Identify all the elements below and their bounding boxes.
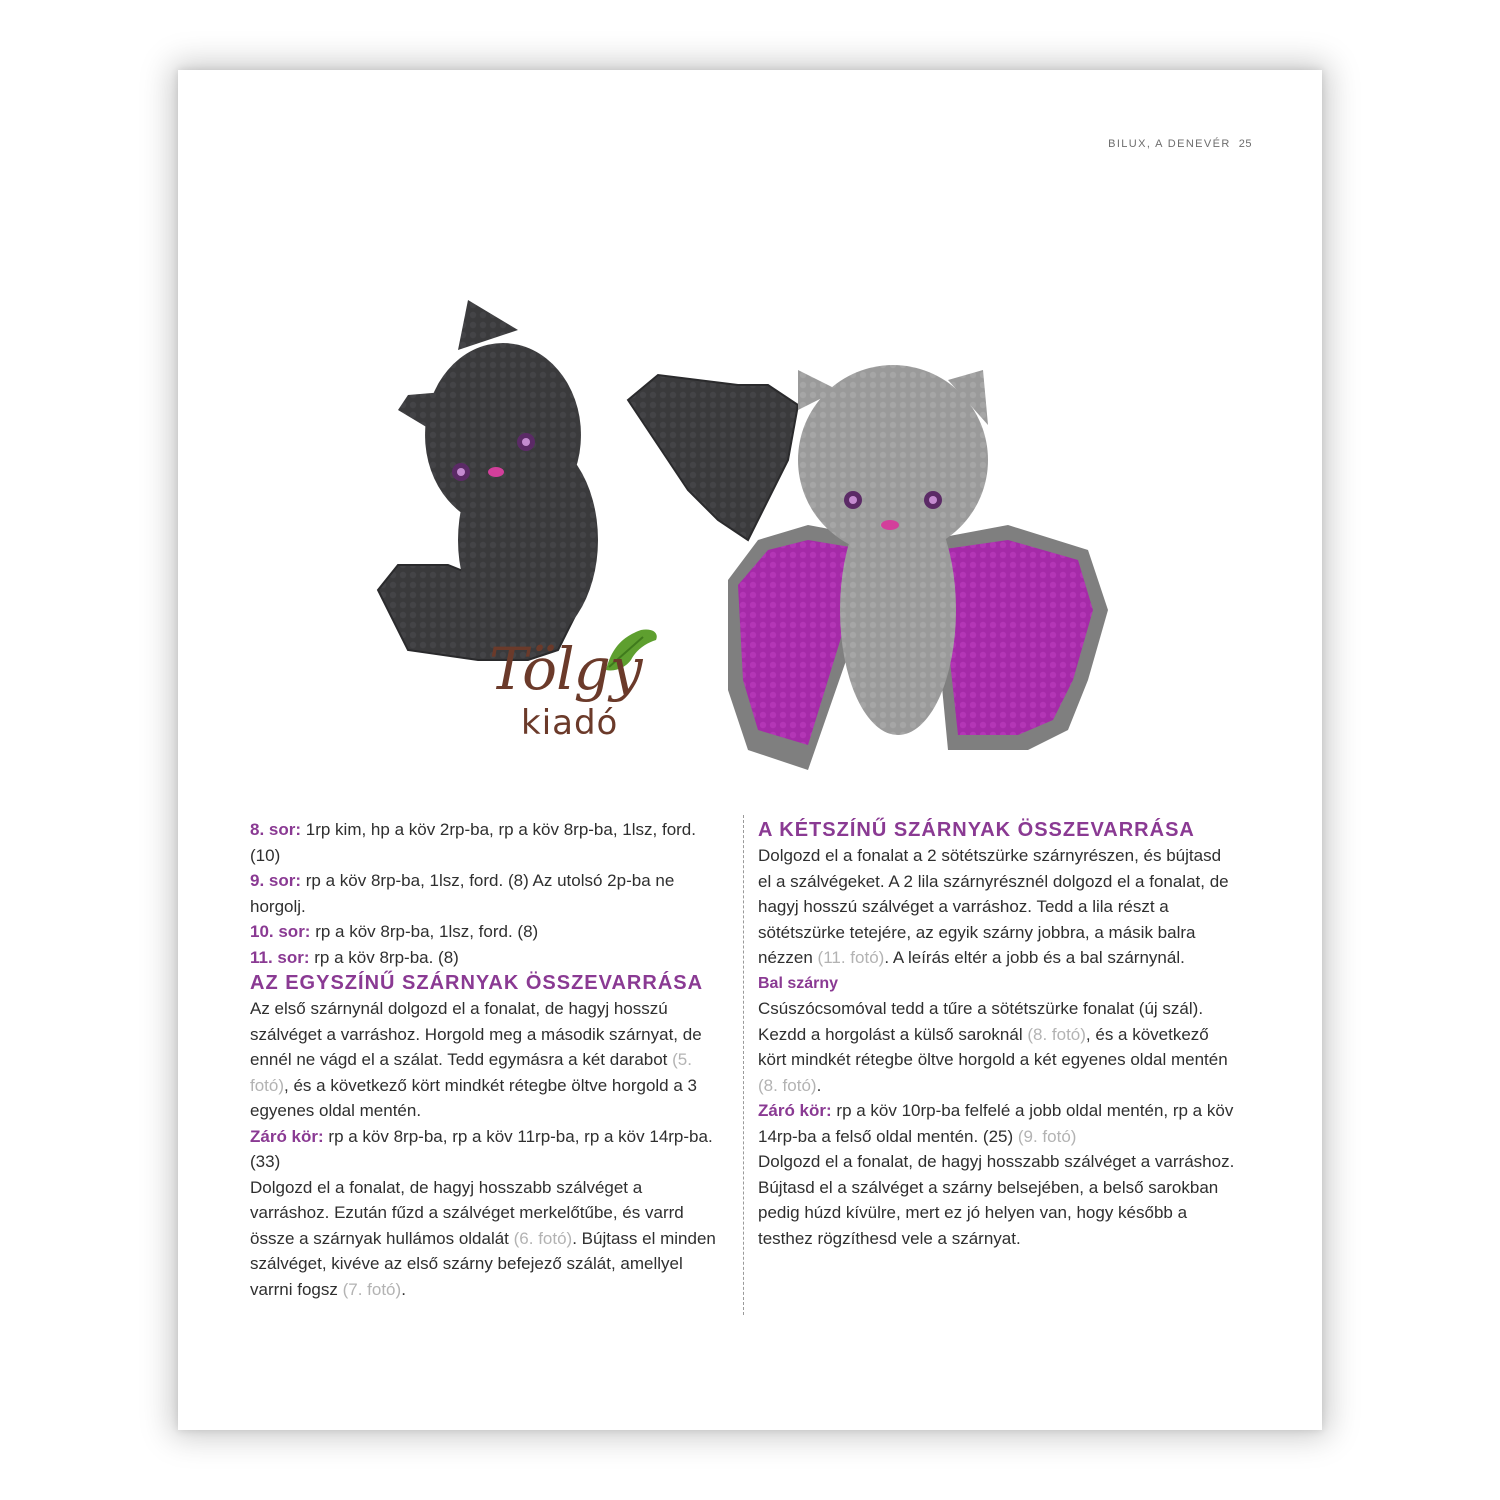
book-page [178,70,1322,1430]
text: Dolgozd el a fonalat a 2 sötétszürke szárnyrészen, és bújtasd el a szálvégeket. A 2 lila szárnyrésznél dolgozd el a fonalat, de hagyj hosszú szálvéget a varráshoz. Tedd a lila részt a sötétszürke tetejére, az egyik szárny jobbra, a másik balra nézzen [758,846,1229,967]
paragraph [250,1175,720,1303]
row-10 [250,919,720,945]
photo-reference: (11. fotó) [817,948,885,967]
row-label: 9. sor: [250,871,302,890]
text: , és a következő kört mindkét rétegbe öltve horgold a két egyenes oldal mentén [758,1024,1228,1069]
row-label: Záró kör: [250,1126,324,1146]
section-heading-single-color: AZ EGYSZÍNŰ SZÁRNYAK ÖSSZEVARRÁSA [250,972,704,994]
subheading-left-wing: Bal szárny [758,974,839,992]
logo-subtitle: kiadó [521,703,619,743]
row-text: rp a köv 10rp-ba felfelé a jobb oldal mentén, rp a köv 14rp-ba a felső oldal mentén. (25) [758,1101,1234,1146]
text: . Bújtass el minden szálvéget, kivéve az első szárny befejező szálát, amellyel varrni fogsz [250,1228,716,1299]
row-label: Záró kör: [758,1101,832,1120]
logo-wordmark: Tölgy [489,635,642,703]
text: . [401,1279,406,1299]
column-divider [743,815,744,1315]
closing-round [758,1098,1238,1149]
right-column [758,817,1238,1251]
text: Csúszócsomóval tedd a tűre a sötétszürke fonalat (új szál). Kezdd a horgolást a külső saroknál [758,999,1204,1044]
paragraph: Dolgozd el a fonalat, de hagyj hosszabb szálvéget a varráshoz. Bújtasd el a szálvéget a szárny belsejében, a belső sarokban pedig húzd kívülre, mert ez jó helyen van, hogy később a testhez rögzíthesd vele a szárnyat. [758,1152,1235,1248]
photo-reference: (8. fotó) [758,1075,817,1095]
chapter-title: BILUX, A DENEVÉR [1108,138,1231,150]
row-text: 1rp kim, hp a köv 2rp-ba, rp a köv 8rp-ba, 1lsz, ford. (10) [250,820,696,865]
row-label: 8. sor: [250,820,302,839]
text: . [816,1075,822,1095]
text: Az első szárnynál dolgozd el a fonalat, de hagyj hosszú szálvéget a varráshoz. Horgold meg a második szárnyat, de ennél ne vágd el a szálat. Tedd egymásra a két darabot [250,999,702,1069]
text: . A leírás eltér a jobb és a bal szárnynál. [884,948,1185,967]
row-label: 11. sor: [250,947,310,967]
row-text: rp a köv 8rp-ba. (8) [309,947,459,967]
photo-reference: (9. fotó) [1017,1126,1077,1146]
text: , és a következő kört mindkét rétegbe öltve horgold a 3 egyenes oldal mentén. [250,1075,697,1120]
paragraph [250,996,720,1124]
photo-reference: (6. fotó) [513,1228,573,1248]
row-11 [250,945,720,971]
section-heading-two-color: A KÉTSZÍNŰ SZÁRNYAK ÖSSZEVARRÁSA [758,819,1195,841]
photo-reference: (5. fotó) [250,1050,692,1095]
paragraph [758,996,1238,1098]
page-number: 25 [1238,138,1252,150]
photo-reference: (8. fotó) [1027,1024,1086,1044]
photo-reference: (7. fotó) [342,1279,402,1299]
text: Dolgozd el a fonalat, de hagyj hosszabb szálvéget a varráshoz. Ezután fűzd a szálvéget merkelőtűbe, és varrd össze a szárnyak hullámos oldalát [250,1177,684,1248]
row-label: 10. sor: [250,922,311,941]
bats-illustration [328,210,1128,790]
publisher-logo [461,625,691,755]
left-column [250,817,720,1302]
row-8 [250,817,720,868]
paragraph [758,843,1238,971]
row-text: rp a köv 8rp-ba, 1lsz, ford. (8) [310,922,539,941]
crochet-bats-photo [328,210,1128,790]
row-9 [250,868,720,919]
closing-round [250,1124,720,1175]
row-text: rp a köv 8rp-ba, rp a köv 11rp-ba, rp a köv 14rp-ba. (33) [250,1126,713,1171]
running-head [1108,138,1252,150]
row-text: rp a köv 8rp-ba, 1lsz, ford. (8) Az utolsó 2p-ba ne horgolj. [250,871,675,916]
